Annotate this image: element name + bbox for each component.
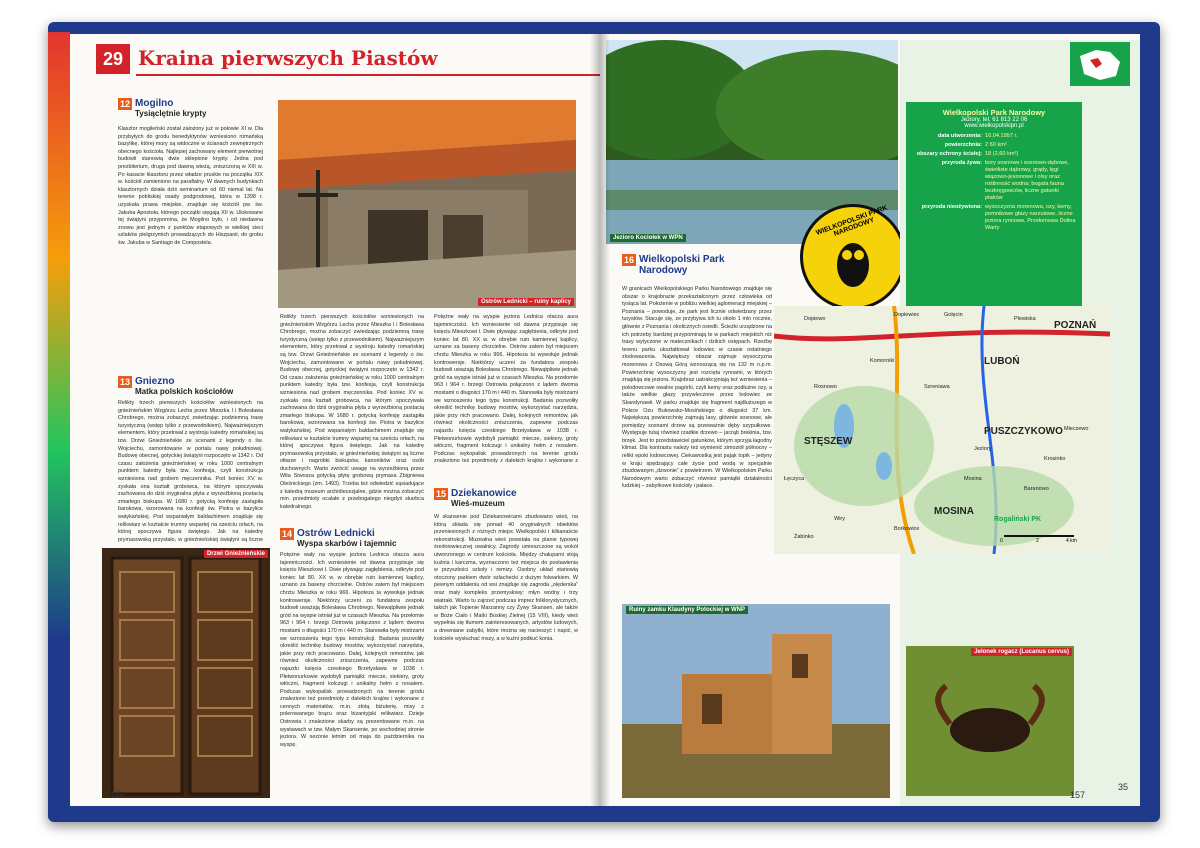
map-scale-mid: 2 xyxy=(1036,538,1039,544)
park-map xyxy=(774,306,1110,554)
map-label: Dopiewiec xyxy=(894,312,920,318)
section-number: 12 xyxy=(120,99,131,109)
section-number: 16 xyxy=(624,255,635,265)
right-page xyxy=(600,34,1140,806)
map-label: Dopiewo xyxy=(804,316,826,322)
photo-drzwi-gnieznienskie xyxy=(102,548,270,798)
section-heading-gniezno xyxy=(118,376,233,397)
map-label: POZNAŃ xyxy=(1054,320,1097,331)
map-scale-start: 0 xyxy=(1000,538,1003,544)
chapter-title: Kraina pierwszych Piastów xyxy=(138,46,438,70)
book-gutter xyxy=(590,34,610,806)
section-text-ostrow: Potężne wały na wyspie jeziora Lednica otacza aura tajemniczości. Ich wzniesienie od dawna przypisuje się księciu Mieszkowi I. Dwie pływając zagłębienia, odkryte pod koniec lat 80. XX w. w obrębie ruin kamiennej kaplicy, uznano za baseny chrzcielne. Ostrów zatem był miejscem chrztu Mieszka w roku 966. Hipoteza ta wywołuje jednak kontrowersje. Niektórzy uczeni za fundatora zespołu budowli uważają Bolesława Chrobrego. Niewątpliwie jednak gród na wyspie istniał już w czasach Mieszka. Na przełomie 963 i 964 r. brzegi Ostrowia połączono z lądem dwoma mostami o długości 170 m i 440 m. Stanowiła były mistrzami we wznoszeniu tego typu konstrukcji. Badania pozwoliły określić technikę budowy mostów, wykorzystać narzędzia, jakie przy nich pracowano. Dalej, kolejnych remontów, jak również okoliczności zniszczenia, zapewne podczas najazdu księcia czeskiego Brzetysława w 1038 r. Płetwonurkowie wydobyli pamiątki: miecze, siekiery, groty włóczni, fragment kolczugi i unikalny hełm z nosalem. Podczas wykopalisk prowadzonych na terenie grodu znaleziono też przedmioty z dalekich krajów i wykonane z cennych materiałów, m.in. złotą biżuterię, misy z polerowanego brązu oraz bizantyjski relikwiarz. Dzieje Ostrowia i znalezione skarby są prezentowane m.in. na wystawach w tzw. Małym Skansenie, po wschodniej stronie jeziora. W sezonie letnim od maja do października na wyspę. xyxy=(280,552,424,748)
map-label: Żabinko xyxy=(794,534,814,540)
section-subtitle: Wieś-muzeum xyxy=(451,499,505,508)
info-row-label: powierzchnia: xyxy=(944,142,982,148)
map-label: Borkowice xyxy=(894,526,920,532)
info-box-rows xyxy=(912,133,1076,232)
photo-caption: Ostrów Lednicki – ruiny kaplicy xyxy=(478,298,574,306)
section-text-gniezno-part2: Relikty trzech pierwszych kościołów wzniesionych na gnieźnieńskim Wzgórzu Lecha przez Mieszka I i Bolesława Chrobrego, można zobaczyć zwiedzając podziemną trasę turystyczną (wstęp tylko z przewodnikiem). Najważniejszym elementem, który przetrwał z wystroju katedry romańskiej są tzw. Drzwi Gnieźnieńskie ze scenami z legendy o św. Wojciechu, zamontowane w portalu nawy południowej. Budowę obecnej, gotyckiej świątyni rozpoczęto w 1342 r. Od czasu założenia gnieźnieńskiej w roku 1000 centralnym punktem katedry była tzw. konfesja, czyli konstrukcja wzniesiona nad grobem męczennika. Pod koniec XV w. zyskała ona kształt grobowca, na którym spoczywała zachowana do dziś oryginalna płyta z wyrzeźbioną postacią zmarłego biskupa. W 1680 r. gotycką konfesję zastąpiła barokowa, wzorowana na konfesji św. Piotra w bazylice watykańskiej. Pod wspaniałym baldachimem znajduje się relikwiarz w kształcie trumny wspartej na sześciu orłach, na której spoczywa figura świętego. Jak na katedrę prymasowską przystało, w gnieźnieńskiej świątyni są liczne ołtarze i nagrobki biskupów, kanoników oraz osób duchownych. Warto zwrócić uwagę na wyrzeźbioną przez Wita Stwosza gotycką płytę grobową prymasa Zbigniewa Oleśnickiego (zm. 1493). Trzeba też odwiedzić sąsiadujące z katedrą muzeum archidiecezjalne, gdzie można zobaczyć min. przedmioty ocalałe z przebogatego niegdyś skarbca katedralnego. xyxy=(280,314,424,510)
section-heading-mogilno xyxy=(118,98,206,119)
stag-beetle-illustration xyxy=(906,646,1074,796)
ruins-illustration xyxy=(278,100,576,308)
section-heading-ostrow xyxy=(280,528,396,549)
section-number: 14 xyxy=(282,529,293,539)
section-text-mogilno: Klasztor mogileński został założony już w połowie XI w. Dla przybyłych do grodu benedyktynów wzniesiono romańską bazylikę, której mury są widoczne w ścianach zewnętrznych obecnego kościoła. Najlepiej zachowany element pierwotnej budowli stanowią dwie sklepione krypty. Jedna pod prezbiterium, druga pod dawną wieżą, zniszczoną w XIII w. Po kasacie klasztoru przez władze pruskie na początku XIX w. kościół zamieniono na parafialny. W dawnych budynkach klasztornych działa dziś seminarium od 60 niemal lat. Na terenie pobliskiej osady podgrodowej, która w 1398 r. uzyskała prawa miejskie, znajduje się kościół pw. św. Jakuba Apostoła, którego początki sięgają XII w. Ulokowane tej świątyni przypomina, że Mogilno było, i od niedawna znowu jest jednym z punktów etapowych w wielkiej sieci szlaków pielgrzymich prowadzących do Hiszpanii, do grobu św. Jakuba w Santiago de Compostela. xyxy=(118,126,263,246)
info-row-value: 18 (2,60 km²) xyxy=(985,151,1019,157)
page-number-right-extra: 35 xyxy=(1118,782,1129,792)
map-label: Plewiska xyxy=(1014,316,1036,322)
left-page xyxy=(70,34,600,806)
photo-caption: Jelonek rogacz (Lucanus cervus) xyxy=(971,648,1072,656)
poland-map-icon xyxy=(1070,42,1130,86)
map-label: Łęczyca xyxy=(784,476,805,482)
info-row-value: wysoczyzna morenowa, ozy, kemy, pomnikowe głazy narzutowe, liczne jeziora rynnowe, Przełomowa Dolina Warty xyxy=(985,204,1076,231)
info-row-value: 2 60 km² xyxy=(985,142,1007,148)
section-title: Mogilno xyxy=(135,98,174,109)
section-heading-dziekanowice xyxy=(434,488,517,509)
map-label: Komorniki xyxy=(870,358,895,364)
map-label: PUSZCZYKOWO xyxy=(984,426,1063,437)
region-tab xyxy=(1070,42,1130,86)
page-number-right: 157 xyxy=(1070,790,1086,800)
info-row-label: przyroda nieożywiona: xyxy=(921,204,982,210)
section-text-ostrow-continued: Potężne wały na wyspie jeziora Lednica otacza aura tajemniczości. Ich wzniesienie od dawna przypisuje się księciu Mieszkowi I. Dwie pływając zagłębienia, odkryte pod koniec lat 80. XX w. w obrębie ruin kamiennej kaplicy, uznano za baseny chrzcielne. Ostrów zatem był miejscem chrztu Mieszka w roku 966. Hipoteza ta wywołuje jednak kontrowersje. Niektórzy uczeni za fundatora zespołu budowli uważają Bolesława Chrobrego. Niewątpliwie jednak gród na wyspie istniał już w czasach Mieszka. Na przełomie 963 i 964 r. brzegi Ostrowia połączono z lądem dwoma mostami o długości 170 m i 440 m. Stanowiła były mistrzami we wznoszeniu tego typu konstrukcji. Badania pozwoliły określić technikę budowy mostów, wykorzystać narzędzia, jakie przy nich pracowano. Dalej, kolejnych remontów, jak również okoliczności zniszczenia, zapewne podczas najazdu księcia czeskiego Brzetysława w 1038 r. Płetwonurkowie wydobyli pamiątki: miecze, siekiery, groty włóczni, fragment kolczugi i unikalny hełm z nosalem. Podczas wykopalisk prowadzonych na terenie grodu znaleziono też przedmioty z dalekich krajów i wykonane z xyxy=(434,314,578,464)
info-row-label: data utworzenia: xyxy=(937,133,982,139)
photo-caption: Drzwi Gnieźnieńskie xyxy=(204,550,268,558)
info-row-label: obszary ochrony ścisłej: xyxy=(916,151,982,157)
photo-caption: Ruiny zamku Klaudyny Potockiej w WNP xyxy=(626,606,748,614)
castle-ruins-illustration xyxy=(622,604,890,798)
section-subtitle: Wyspa skarbów i tajemnic xyxy=(297,539,397,548)
info-row-value: 16.04.1957 r. xyxy=(985,133,1018,139)
info-row xyxy=(912,151,1076,158)
section-title: Gniezno xyxy=(135,376,175,387)
section-text-dziekanowice: W skansenie pod Dziekanowicami zbudowano wieś, na którą składa się ponad 40 oryginalnych obiektów przeniesionych z różnych miejsc Wielkopolski i kilkanaście rekonstrukcji. Muzealna wieś powstała na planie typowej średniowiecznej owalnicy. Zagrody umieszczone są wokół utworzonego w centrum kościoła. Między chałupami stoją kuźnia i karczma, wyznaczono też miejsca do postawienia w przyszłości szkoły i remizy. Osobny układ stanowią otoczony parkiem dwór szlachecki z dużym folwarkiem. W pewnym oddaleniu od wsi znajduje się zagroda „olęderska” oraz mały kompleks przemysłowy: młyn wodny i trzy wiatraki. Warto tu zajrzeć podczas imprez folklorystycznych, takich jak Topienie Marzanny czy Żywy Skansen, ale także w Boże Ciało i Matki Boskiej Zielnej (15 VIII), kiedy wieś wypełnia się tłumem zainteresowanych, artystów ludowych, a drewniane zabytki, które można się nacieszyć i napić, w kościele wysłuchać mszy, a w kuźni podkuć konia. xyxy=(434,514,578,642)
page-number-left: 156 xyxy=(110,790,126,800)
photo-ruiny-zamku xyxy=(622,604,890,798)
chapter-header xyxy=(70,42,600,76)
photo-jelonek-rogacz xyxy=(906,646,1074,796)
photo-ostrow-lednicki xyxy=(278,100,576,308)
section-title: Wielkopolski Park Narodowy xyxy=(639,254,725,276)
section-title: Ostrów Lednicki xyxy=(297,528,375,539)
section-text-gniezno-part1: Relikty trzech pierwszych kościołów wzniesionych na gnieźnieńskim Wzgórzu Lecha przez Mieszka I i Bolesława Chrobrego, można zobaczyć zwiedzając podziemną trasę turystyczną (wstęp tylko z przewodnikiem). Najważniejszym elementem, który przetrwał z wystroju katedry romańskiej są tzw. Drzwi Gnieźnieńskie ze scenami z legendy o św. Wojciechu, zamontowane w portalu nawy południowej. Budowę obecnej, gotyckiej świątyni rozpoczęto w 1342 r. Od czasu założenia gnieźnieńskiej w roku 1000 centralnym punktem katedry była tzw. konfesja, czyli konstrukcja wzniesiona nad grobem męczennika. Pod koniec XV w. zyskała ona kształt grobowca, na którym spoczywała zachowana do dziś oryginalna płyta z wyrzeźbioną postacią zmarłego biskupa. W 1680 r. gotycką konfesję zastąpiła barokowa, wzorowana na konfesji św. Piotra w bazylice watykańskiej. Pod wspaniałym baldachimem znajduje się relikwiarz w kształcie trumny wspartej na sześciu orłach, na której spoczywa figura świętego. Jak na katedrę prymasowską przystało, w gnieźnieńskiej świątyni są liczne xyxy=(118,400,263,542)
photo-caption: Jezioro Kociołek w WPN xyxy=(610,234,686,242)
section-heading-wpn xyxy=(622,254,759,276)
park-logo-text: WIELKOPOLSKI PARK NARODOWY xyxy=(815,204,889,238)
park-logo xyxy=(800,204,906,310)
map-label: Mieczewo xyxy=(1064,426,1089,432)
info-row xyxy=(912,142,1076,149)
section-text-wpn: W granicach Wielkopolskiego Parku Narodowego znajduje się obszar o krajobrazie przekształconym przez człowieka od tysiąca lat. Położenie w pobliżu wielkiej aglomeracji miejskiej – Poznania – powoduje, że park jest licznie odwiedzany przez turystów. Stacuje się, ze przybywa ich tu około 1 mln rocznie, głównie z Poznania i okolicznych osiedli. Ścieżki urządzone na ich potrzeby bardziej przypominają te w parkach miejskich niż trasy wytyczone w matecznikach i dzikich ostępach. Rzeźbę terenu parku ukształtował lodowiec w czasie ostatniego zlodowacenia. Największy obszar zajmuje wysoczyzna morenowa z Osową Górą wznoszącą się na 132 m n.p.m. Powierzchnię wysoczyzny jest rozcięta rynnami, w których znajdują się jeziora. Krajobraz uatrakcyjniają też wzniesienia – polodowcowe owalne pagórki, czyli kemy oraz podłużne ozy, a także wielkie głazy przywleczone przez lodowiec ze Skandynawii. W parku znajduje się fragment najdłuższego w Polsce Ozu Bukowsko-Mosińskiego o długości 37 km. Największą powierzchnię zajmują lasy, głównie sosnowe, ale pomiędzy sosnami drzew są przeważnie dęby szypułkowe. Występuje tutaj również rzadkie drzewo – jarząb brekinia, tzw. brzęk. Jest to przedstawiciel gatunków, którym sprzyja łagodny klimat. Dla kontrastu należy też wymienić zimoziół północny – relikt epoki lodowcowej. Ciekawostką jest pająk topik – jedyny w kraju spędzający całe życie pod wodą w specjalnie zbudowanym „dzwonie” z powietrzem. W Wielkopolskim Parku Narodowym warto zobaczyć również pamiątki działalności ludzkiej – zabytkowe kościoły i pałace. xyxy=(622,286,772,490)
section-subtitle: Tysiąclętnie krypty xyxy=(135,109,207,118)
info-box-website: www.wielkopolskipn.pl xyxy=(964,123,1024,129)
map-label: Rosnowo xyxy=(814,384,837,390)
map-label: Golęcin xyxy=(944,312,963,318)
bronze-door-illustration xyxy=(102,548,270,798)
section-number: 15 xyxy=(436,489,447,499)
section-number: 13 xyxy=(120,377,131,387)
section-title: Dziekanowice xyxy=(451,488,517,499)
cover-strip xyxy=(48,32,70,792)
section-subtitle: Matka polskich kościołów xyxy=(135,387,234,396)
map-label: Krosinko xyxy=(1044,456,1066,462)
owl-icon xyxy=(803,207,903,307)
chapter-rule xyxy=(136,74,600,76)
chapter-number-badge: 29 xyxy=(96,44,130,74)
map-label: Szreniawa xyxy=(924,384,950,390)
info-row-value: bory sosnowe i sosnowo-dębowe, świetliste dąbrowy, grądy, łęgi wiązowo-jesionowe i olsy oraz roślinność wodna; bogata fauna bezkręgowców, liczne gatunki ptaków xyxy=(985,160,1069,201)
map-label: Jeziory xyxy=(974,446,992,452)
info-row xyxy=(912,160,1076,202)
map-label: Rogaliński PK xyxy=(994,516,1042,523)
map-label: Wiry xyxy=(834,516,845,522)
map-label: MOSINA xyxy=(934,506,974,517)
info-row xyxy=(912,133,1076,140)
map-scale-end: 4 km xyxy=(1066,538,1077,544)
info-box-address: Jeziory, tel. 61 813 22 06 xyxy=(960,117,1028,123)
map-label: STĘSZEW xyxy=(804,436,853,447)
map-label: Mosina xyxy=(964,476,982,482)
info-box xyxy=(906,102,1082,316)
map-label: LUBOŃ xyxy=(984,356,1020,367)
info-row xyxy=(912,204,1076,232)
info-box-title: Wielkopolski Park Narodowy xyxy=(942,108,1046,117)
map-label: Baranowo xyxy=(1024,486,1049,492)
info-row-label: przyroda żywa: xyxy=(941,160,982,166)
